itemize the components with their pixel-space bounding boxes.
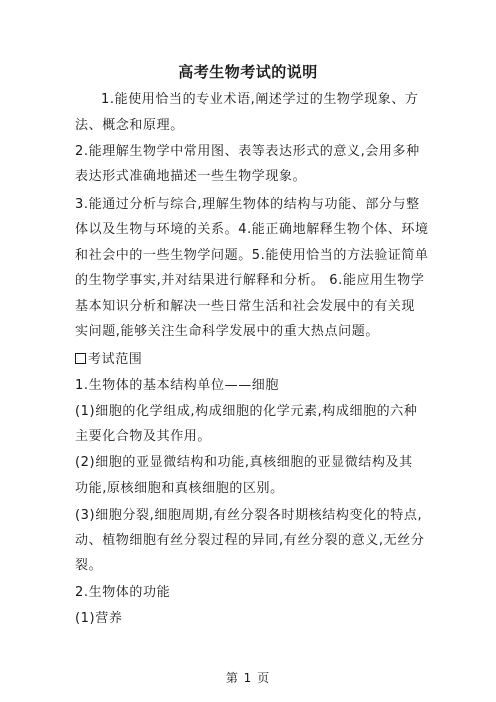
text-line: 1.生物体的基本结构单位——细胞 [75,378,280,393]
text-line: 基本知识分析和解决一些日常生活和社会发展中的有关现 [75,299,416,314]
section-heading-label: 考试范围 [88,352,143,367]
section-heading [75,351,142,369]
text-line: 1.能使用恰当的专业术语,阐述学过的生物学现象、方 [101,92,419,107]
text-line: 2.能理解生物学中常用图、表等表达形式的意义,会用多种 [75,144,420,159]
text-line: 的生物学事实,并对结果进行解释和分析。 6.能应用生物学 [75,273,425,288]
checkbox-square-icon [75,353,86,364]
text-line: (2)细胞的亚显微结构和功能,真核细胞的亚显微结构及其 [75,455,413,470]
text-line: 实问题,能够关注生命科学发展中的重大热点问题。 [75,324,379,339]
text-line: (1)细胞的化学组成,构成细胞的化学元素,构成细胞的六种 [75,404,418,419]
page-number: 第 1 页 [225,671,271,685]
text-line: 动、植物细胞有丝分裂过程的异同,有丝分裂的意义,无丝分 [75,533,425,548]
text-line: 法、概念和原理。 [75,118,184,133]
text-line: 主要化合物及其作用。 [75,429,212,444]
text-line: 2.生物体的功能 [75,585,171,600]
document-title: 高考生物考试的说明 [178,63,318,81]
text-line: 裂。 [75,558,103,573]
text-line: 体以及生物与环境的关系。4.能正确地解释生物个体、环境 [75,222,429,237]
text-line: 功能,原核细胞和真核细胞的区别。 [75,481,284,496]
text-line: 表达形式准确地描述一些生物学现象。 [75,169,307,184]
text-line: (3)细胞分裂,细胞周期,有丝分裂各时期核结构变化的特点, [75,508,423,523]
text-line: 和社会中的一些生物学问题。5.能使用恰当的方法验证简单 [75,248,429,263]
text-line: (1)营养 [75,611,123,626]
text-line: 3.能通过分析与综合,理解生物体的结构与功能、部分与整 [75,197,420,212]
